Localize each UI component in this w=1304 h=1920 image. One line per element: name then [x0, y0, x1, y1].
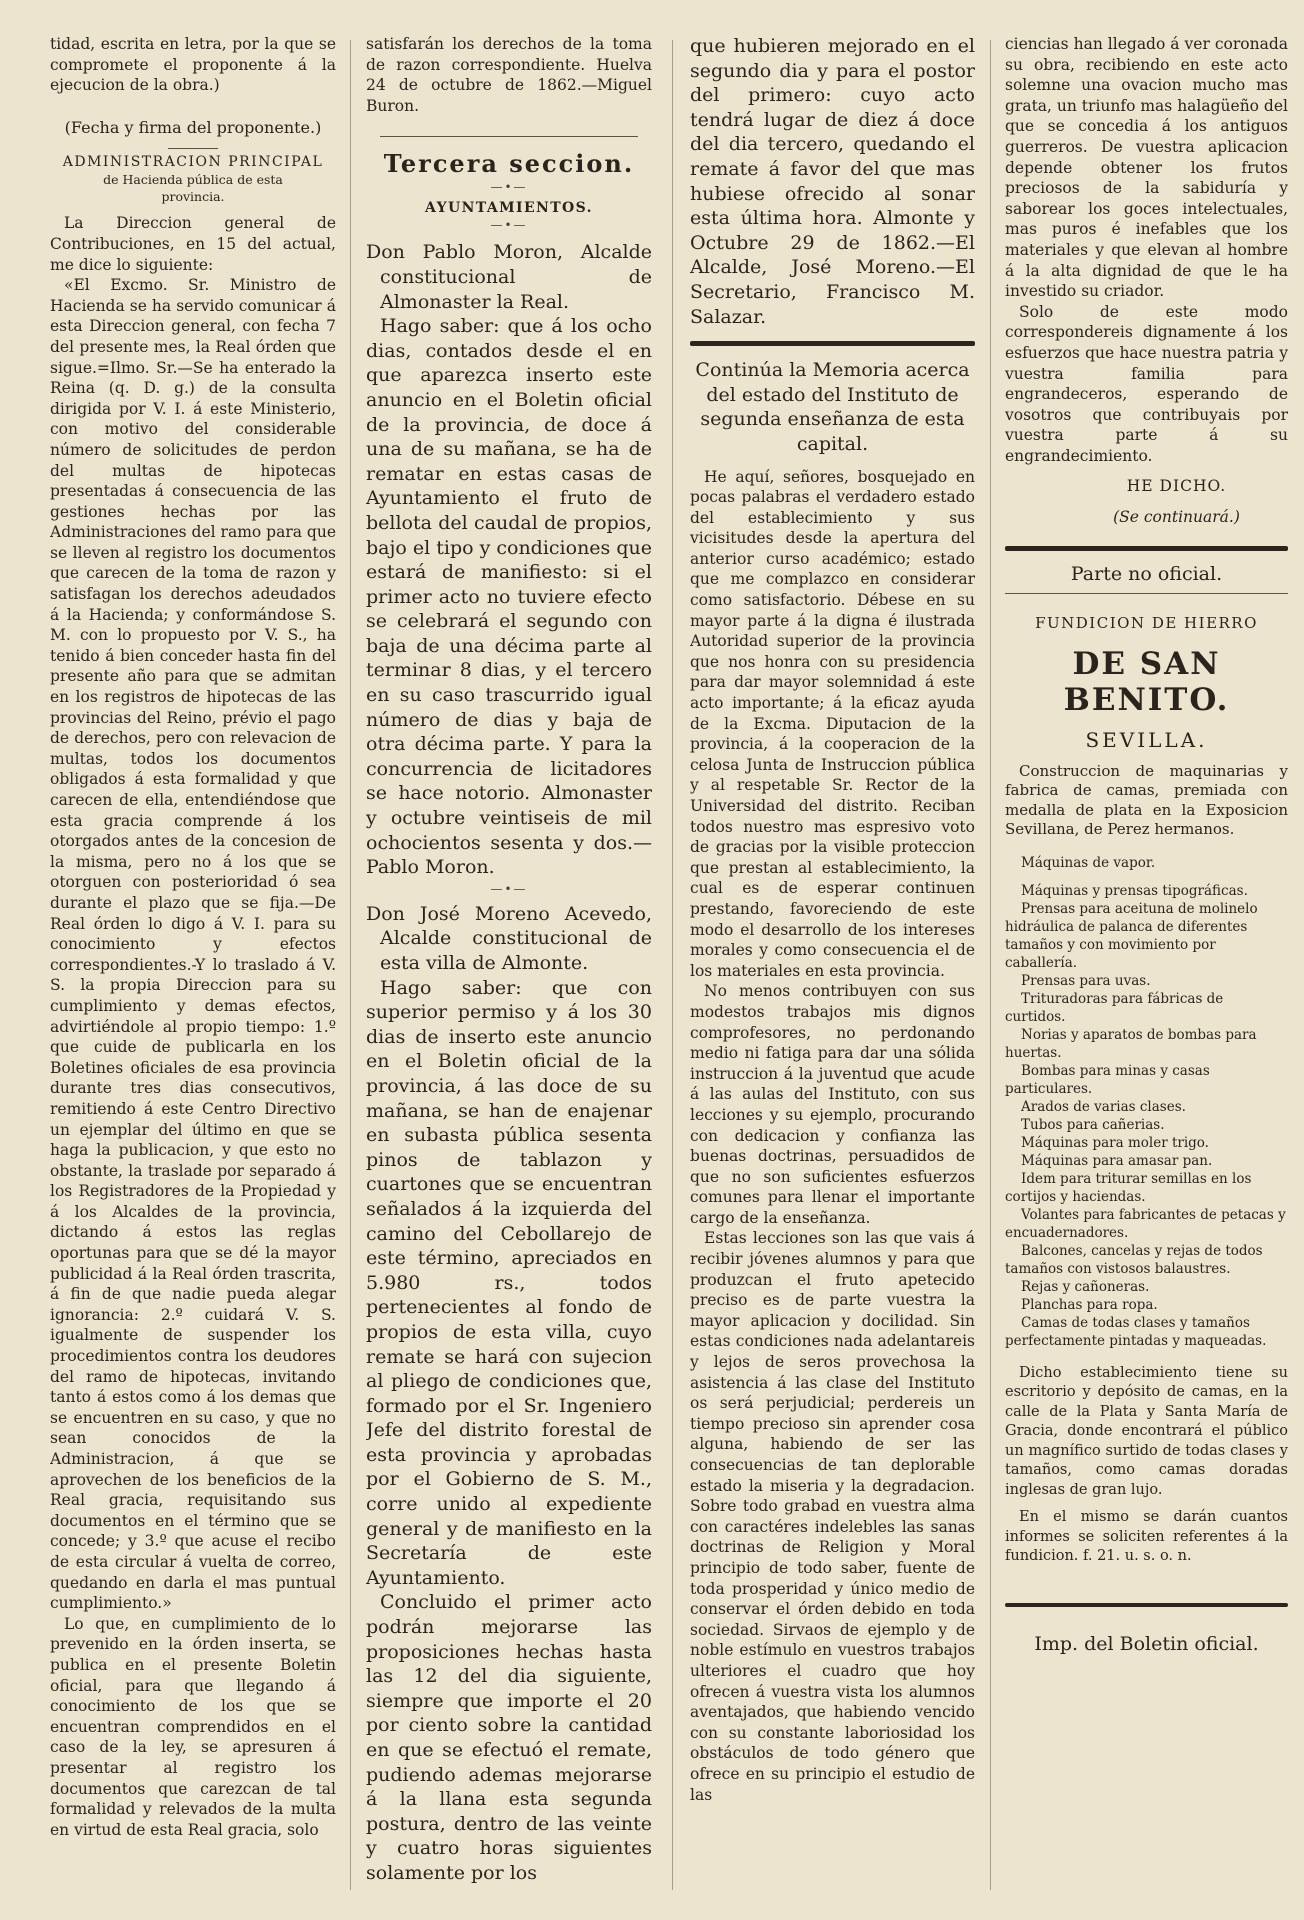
list-item: Camas de todas clases y tamaños perfectamente pintadas y maqueadas.: [1005, 1314, 1267, 1349]
list-item: Máquinas para moler trigo.: [1021, 1134, 1209, 1151]
list-item: Volantes para fabricantes de petacas y encuadernadores.: [1005, 1206, 1286, 1241]
list-item: Idem para triturar semillas en los cortijos y haciendas.: [1005, 1170, 1252, 1205]
product-list: [1005, 854, 1288, 1350]
paragraph: ciencias han llegado á ver coronada su obra, recibiendo en este acto solemne una ovacion mucho mas grata, un triunfo mas halagüeño del que se concedia á los antiguos guerreros. De vuestra aplicacion depende obtener los frutos preciosos de la sabiduría y saborear los goces intelectuales, mas puros é inefables que los materiales y que elevan al hombre á la alta dignidad de que le ha investido su criador.: [1005, 35, 1288, 301]
list-item: Bombas para minas y casas particulares.: [1005, 1062, 1210, 1097]
list-item: Máquinas y prensas tipográficas.: [1021, 882, 1248, 899]
column-2: [366, 34, 652, 1894]
paragraph: que hubieren mejorado en el segundo dia y para el postor del primero: cuyo acto tendrá lugar de diez á doce del dia tercero, quedando el remate á favor del que mas hubiese ofrecido al sonar esta última hora. Almonte y Octubre 29 de 1862.—El Alcalde, José Moreno.—El Secretario, Francisco M. Salazar.: [690, 35, 975, 328]
list-item: Planchas para ropa.: [1021, 1296, 1158, 1313]
edict-heading: Don José Moreno Acevedo, Alcalde constitucional de esta villa de Almonte.: [366, 902, 652, 974]
ad-city: SEVILLA.: [1085, 727, 1208, 752]
paragraph: tidad, escrita en letra, por la que se compromete el proponente á la ejecucion de la obra.): [50, 35, 336, 95]
article-title: Continúa la Memoria acerca del estado del Instituto de segunda enseñanza de esta capital.: [695, 359, 970, 455]
continuara: (Se continuará.): [1113, 508, 1240, 527]
thick-rule: [690, 341, 975, 346]
paragraph: Concluido el primer acto podrán mejorarse las proposiciones hechas hasta las 12 del dia siguiente, siempre que importe el 20 por ciento sobre la cantidad en que se efectuó el remate, pudiendo ademas mejorarse á la llana esta segunda postura, dentro de las veinte y cuatro horas siguientes solamente por los: [366, 1591, 652, 1884]
list-item: Máquinas de vapor.: [1021, 854, 1156, 871]
paragraph: He aquí, señores, bosquejado en pocas palabras el verdadero estado del establecimiento y sus vicisitudes desde la apertura del anterior curso académico; estado que me complazco en considerar como satisfactorio. Débese en su mayor parte á la digna é ilustrada Autoridad superior de la provincia que nos honra con su presidencia para dar mayor solemnidad á este acto importante; á la eficaz ayuda de la Excma. Diputacion de la provincia, á la cooperacion de la celosa Junta de Instruccion pública y al respetable Sr. Rector de la Universidad del distrito. Reciban todos nuestro mas espresivo voto de gracias por la visible proteccion que prestan al establecimiento, la cual es de esperar continuen prestando, favoreciendo de este modo el desarrollo de los intereses morales y como consecuencia el de los materiales en esta provincia.: [690, 467, 975, 980]
column-rule: [350, 40, 351, 1890]
list-item: Rejas y cañoneras.: [1021, 1278, 1150, 1295]
paragraph: «El Excmo. Sr. Ministro de Hacienda se ha servido comunicar á esta Direccion general, con fecha 7 del presente mes, la Real órden que sigue.=Ilmo. Sr.—Se ha enterado la Reina (q. D. g.) de la consulta dirigida por V. I. á este Ministerio, con motivo del considerable número de solicitudes de perdon del multas de hipotecas presentadas á consecuencia de las gestiones hechas por las Administraciones del ramo para que se lleven al registro los documentos que carecen de la toma de razon y satisfagan los derechos adeudados á la Hacienda; y conformándose S. M. con lo propuesto por V. S., ha tenido á bien conceder hasta fin del presente año para que se admitan en los registros de hipotecas de las provincias del Reino, prévio el pago de derechos, pero con relevacion de multas, todos los documentos obligados á esta formalidad y que carecen de ella, entendiéndose que esta gracia comprende á los otorgados antes de la concesion de la misma, pero no á los que se otorguen con posterioridad ó sea durante el plazo que se fija.—De Real órden lo digo á V. I. para su conocimiento y efectos correspondientes.-Y lo traslado á V. S. la propia Direccion para su cumplimiento y demas efectos, advirtiéndole al propio tiempo: 1.º que cuide de publicarla en los Boletines oficiales de esa provincia durante tres dias consecutivos, remitiendo á este Centro Directivo un ejemplar del último en que se haga la publicacion, y que esto no obstante, la traslade por separado á los Registradores de la Propiedad y á los Alcaldes de la provincia, dictando á estos las reglas oportunas para que se dé la mayor publicidad á la Real órden trascrita, á fin de que nadie pueda alegar ignorancia: 2.º cuidará V. S. igualmente de suspender los procedimientos contra los deudores del ramo de hipotecas, invitando tanto á estos como á los demas que se encuentren en su caso, y que no sean conocidos de la Administracion, á que se aprovechen de los beneficios de la Real gracia, requisitando sus documentos en el término que se concede; y 3.º que acuse el recibo de esta circular á vuelta de correo, quedando en darla el mas puntual cumplimiento.»: [50, 276, 336, 1613]
signature-line: (Fecha y firma del proponente.): [64, 117, 322, 137]
list-item: Máquinas para amasar pan.: [1021, 1152, 1213, 1169]
list-item: Norias y aparatos de bombas para huertas.: [1005, 1026, 1257, 1061]
list-item: Tubos para cañerias.: [1021, 1116, 1165, 1133]
ornament: —•—: [490, 180, 528, 195]
section-title: Tercera seccion.: [383, 149, 635, 179]
ornament: —•—: [490, 218, 528, 233]
ornament: —•—: [490, 881, 528, 896]
paragraph: Hago saber: que á los ocho dias, contados desde el en que aparezca inserto este anuncio en el Boletin oficial de la provincia, de doce á una de su mañana, se ha de rematar en estas casas de Ayuntamiento el fruto de bellota del caudal de propios, bajo el tipo y condiciones que estará de manifiesto: si el primer acto no tuviere efecto se celebrará el segundo con baja de una décima parte al terminar 8 dias, y el tercero en su caso trascurrido igual número de dias y baja de otra décima parte. Y para la concurrencia de licitadores se hace notorio. Almonaster y octubre veintiseis de mil ochocientos sesenta y dos.—Pablo Moron.: [366, 315, 652, 879]
paragraph: Dicho establecimiento tiene su escritorio y depósito de camas, en la calle de la Plata y Santa María de Gracia, donde encontrará el público un magnífico surtido de todas clases y tamaños, como camas doradas inglesas de gran lujo.: [1005, 1364, 1288, 1498]
paragraph: Lo que, en cumplimiento de lo prevenido en la órden inserta, se publica en el presente Boletin oficial, para que llegando á conocimiento de los que se encuentran comprendidos en el caso de la ley, se apresuren á presentar al registro los documentos que carezcan de tal formalidad y relevados de la multa en virtud de esta Real gracia, solo: [50, 1614, 336, 1839]
admin-subtitle: de Hacienda pública de esta provincia.: [103, 172, 283, 205]
thick-rule: [1005, 1603, 1288, 1607]
paragraph: No menos contribuyen con sus modestos trabajos mis dignos comprofesores, no perdonando medio ni fatiga para dar una sólida instruccion á la juventud que acude á las aulas del Instituto, con sus lecciones y su ejemplo, procurando con dedicacion y confianza las buenas doctrinas, persuadidos de que no son suficientes esfuerzos comunes para llenar el importante cargo de la enseñanza.: [690, 982, 975, 1227]
imprint: Imp. del Boletin oficial.: [1034, 1632, 1259, 1655]
paragraph: satisfarán los derechos de la toma de razon correspondiente. Huelva 24 de octubre de 1862.—Miguel Buron.: [366, 35, 652, 115]
thick-rule: [1005, 546, 1288, 551]
he-dicho: HE DICHO.: [1126, 477, 1227, 496]
edict-heading: Don Pablo Moron, Alcalde constitucional de Almonaster la Real.: [366, 241, 652, 313]
paragraph: Estas lecciones son las que vais á recibir jóvenes alumnos y para que produzcan el fruto apetecido preciso es de parte vuestra la mayor aplicacion y docilidad. Sin estas condiciones nada adelantareis y lejos de seros provechosa la asistencia á las clase del Instituto os será perjudicial; perdereis un tiempo precioso sin aprender cosa alguna, habiendo de ser las consecuencias de tan deplorable estado la miseria y la degradacion. Sobre todo grabad en vuestra alma con caractéres indelebles las sanas doctrinas de Religion y Moral principio de todo saber, fuente de toda prosperidad y único medio de conservar el órden debido en toda sociedad. Sirvaos de ejemplo y de noble estímulo en vuestros trabajos ulteriores el cuadro que hoy ofrecen á vuestra vista los alumnos aventajados, que habiendo vencido con su constante laboriosidad los obstáculos de todo género que ofrece en su principio el estudio de las: [690, 1229, 975, 1804]
column-4: [1005, 34, 1288, 1894]
column-rule: [672, 40, 673, 1890]
column-3: [690, 34, 975, 1894]
paragraph: La Direccion general de Contribuciones, en 15 del actual, me dice lo siguiente:: [50, 214, 336, 274]
column-rule: [990, 40, 991, 1890]
ad-title: DE SAN BENITO.: [1063, 645, 1230, 718]
list-item: Trituradoras para fábricas de curtidos.: [1005, 990, 1224, 1025]
ad-heading: FUNDICION DE HIERRO: [1035, 613, 1258, 632]
column-1: [50, 34, 336, 1894]
ad-intro: Construccion de maquinarias y fabrica de camas, premiada con medalla de plata en la Exposicion Sevillana, de Perez hermanos.: [1005, 761, 1288, 839]
paragraph: Solo de este modo correspondereis dignamente á los esfuerzos que hace nuestra patria y vuestra familia para engrandeceros, esperando de vosotros que contribuyais por vuestra parte á su engrandecimiento.: [1005, 302, 1288, 465]
paragraph: Hago saber: que con superior permiso y á los 30 dias de inserto este anuncio en el Boletin oficial de la provincia, á las doce de su mañana, se han de enajenar en subasta pública sesenta pinos de tablazon y cuartones que se encuentran señalados á la izquierda del camino del Cebollarejo de este término, apreciados en 5.980 rs., todos pertenecientes al fondo de propios de esta villa, cuyo remate se hará con sujecion al pliego de condiciones que, formado por el Sr. Ingeniero Jefe del distrito forestal de esta provincia y aprobadas por el Gobierno de S. M., corre unido al expediente general y de manifiesto en la Secretaría de este Ayuntamiento.: [366, 976, 652, 1589]
admin-title: ADMINISTRACION PRINCIPAL: [62, 154, 324, 171]
list-item: Prensas para uvas.: [1021, 972, 1151, 989]
paragraph: En el mismo se darán cuantos informes se soliciten referentes á la fundicion. f. 21. u. s. o. n.: [1005, 1509, 1288, 1565]
list-item: Balcones, cancelas y rejas de todos tamaños con vistosos balaustres.: [1005, 1242, 1263, 1277]
section-title: Parte no oficial.: [1070, 562, 1223, 585]
section-heading: AYUNTAMIENTOS.: [425, 200, 593, 217]
list-item: Arados de varias clases.: [1021, 1098, 1186, 1115]
list-item: Prensas para aceituna de molinelo hidráulica de palanca de diferentes tamaños y con movimiento por caballería.: [1005, 900, 1258, 971]
